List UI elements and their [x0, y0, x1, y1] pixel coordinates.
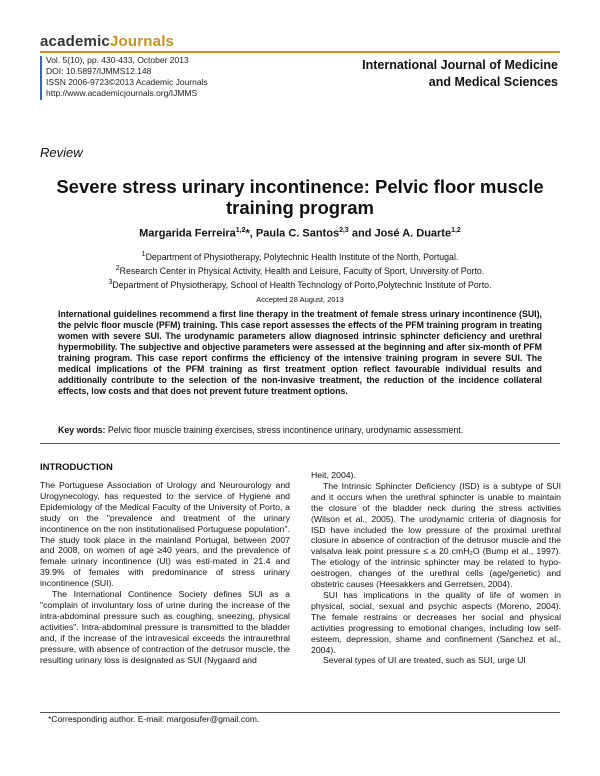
meta-accent-bar	[40, 56, 42, 100]
keywords-rule	[40, 443, 560, 444]
affiliation-item	[40, 263, 560, 277]
header-rule	[40, 51, 560, 53]
corresponding-author: *Corresponding author. E-mail: margosufer@gmail.com.	[48, 714, 260, 724]
paragraph: SUI has implications in the quality of life of women in physical, social, sexual and psychic aspects (Moreno, 2004). The female restrains or decreases her social and physical activities progressing to emotional changes, including low self-esteem, depression, shame and confinement (Sanchez et al., 2004).	[311, 589, 561, 655]
publisher-logo	[40, 33, 174, 50]
article-title: Severe stress urinary incontinence: Pelvic floor muscle training program	[56, 176, 544, 218]
affiliation-text: Department of Physiotherapy, Polytechnic Health Institute of the North, Portugal.	[145, 251, 459, 262]
paragraph: Several types of UI are treated, such as SUI, urge UI	[323, 655, 526, 666]
author-sup: 1,2	[235, 227, 246, 234]
article-type: Review	[40, 145, 83, 160]
author-sep: *,	[245, 227, 256, 240]
author-sup: 2,3	[339, 227, 349, 234]
journal-name-line2: and Medical Sciences	[428, 75, 558, 89]
keywords	[58, 425, 542, 436]
accepted-date: Accepted 28 August, 2013	[256, 295, 344, 304]
abstract: International guidelines recommend a first line therapy in the treatment of female stress urinary incontinence (SUI), the pelvic floor muscle (PFM) training. This case report assesses the effects of the PFM training program in treating women with severe SUI. The urodynamic parameters allow diagnosed intrinsic sphincter deficiency and urethral hypermobility. The subjective and objective parameters were assessed at the beginning and after six-month of PFM training program. This case report confirms the efficiency of the intensive training program in severe SUI. The medical implications of the PFM training as first treatment option reflect favourable individual results and additionally contribute to the selection of the non-invasive treatment, the reduction of the incidence collateral effects, low costs and that does not prevent future treatment options.	[58, 309, 542, 396]
author-name: Margarida Ferreira	[139, 227, 236, 240]
affiliation-text: Research Center in Physical Activity, Health and Leisure, Faculty of Sport, University of Porto.	[119, 265, 485, 276]
footnote-rule	[40, 712, 560, 713]
paragraph: The International Continence Society defines SUI as a "complain of involuntary loss of urine during the increase of the intra-abdominal pressure such as coughing, sneezing, physical activities". Intra-abdominal pressure is transmitted to the bladder and, if the increase of the intravesical exceeds the intraurethral pressure, with absence of contraction of the detrusor muscle, the resulting urinary loss is designated as SUI (Nygaard and	[40, 589, 290, 665]
affiliation-sup: 3	[108, 278, 113, 286]
affiliation-text: Department of Physiotherapy, School of Health Technology of Porto,Polytechnic Institute of Porto.	[112, 279, 492, 290]
author-name: Paula C. Santos	[255, 227, 340, 240]
logo-text-academic: academic	[40, 33, 110, 50]
author-sep: and	[348, 227, 375, 240]
body-column-right	[311, 470, 561, 666]
keywords-text: Pelvic floor muscle training exercises, stress incontinence urinary, urodynamic assessment.	[107, 425, 464, 435]
affiliation-sup: 2	[115, 264, 120, 272]
meta-volume: Vol. 5(10), pp. 430-433, October 2013	[46, 55, 189, 65]
affiliation-item	[40, 277, 560, 291]
section-heading-introduction: INTRODUCTION	[40, 462, 113, 473]
keywords-label: Key words:	[58, 425, 106, 435]
author-name: José A. Duarte	[374, 227, 452, 240]
paragraph: Heit, 2004).	[311, 470, 356, 480]
meta-doi: DOI: 10.5897/IJMMS12.148	[46, 66, 152, 76]
meta-url[interactable]: http://www.academicjournals.org/IJMMS	[46, 88, 198, 98]
body-column-left	[40, 480, 290, 665]
meta-issn: ISSN 2006-9723©2013 Academic Journals	[46, 77, 208, 87]
journal-name	[328, 57, 558, 91]
paragraph: The Intrinsic Sphincter Deficiency (ISD) is a subtype of SUI and it occurs when the urethral sphincter is unable to maintain the closure of the bladder neck during the stress activities (Wilson et al., 2005). The urodynamic criteria of diagnosis for ISD have included the low pressure of the proximal urethral closure in absence of contraction of the detrusor muscle and the valsalva leak point pressure ≤ a 20 cmH₂O (Bump et al., 1997). The etiology of the intrinsic sphincter may be related to hypo-oestrogen, changes of the urethral cells (age/genetic) and obstetric causes (Heesakkers and Gerretsen, 2004).	[311, 480, 561, 590]
article-meta	[46, 55, 208, 99]
journal-name-line1: International Journal of Medicine	[362, 58, 558, 72]
author-sup: 1,2	[451, 227, 461, 234]
logo-text-journals: Journals	[109, 33, 175, 50]
affiliation-item	[40, 249, 560, 263]
affiliation-sup: 1	[141, 251, 146, 258]
affiliations	[40, 249, 560, 291]
paragraph: The Portuguese Association of Urology and Neurourology and Urogynecology, has requested to the service of Hygiene and Epidemiology of the Medical Faculty of the University of Porto, a study on the "prevalence and treatment of the urinary incontinence on the non institutionalised Portuguese population". The study took place in the mainland Portugal, between 2007 and 2008, on women of age ≥40 years, and the prevalence of female urinary incontinence (UI) was esti-mated in 21.4 and 39.9% of females with predominance of stress urinary incontinence (SUI).	[40, 480, 290, 589]
author-list	[40, 227, 560, 240]
